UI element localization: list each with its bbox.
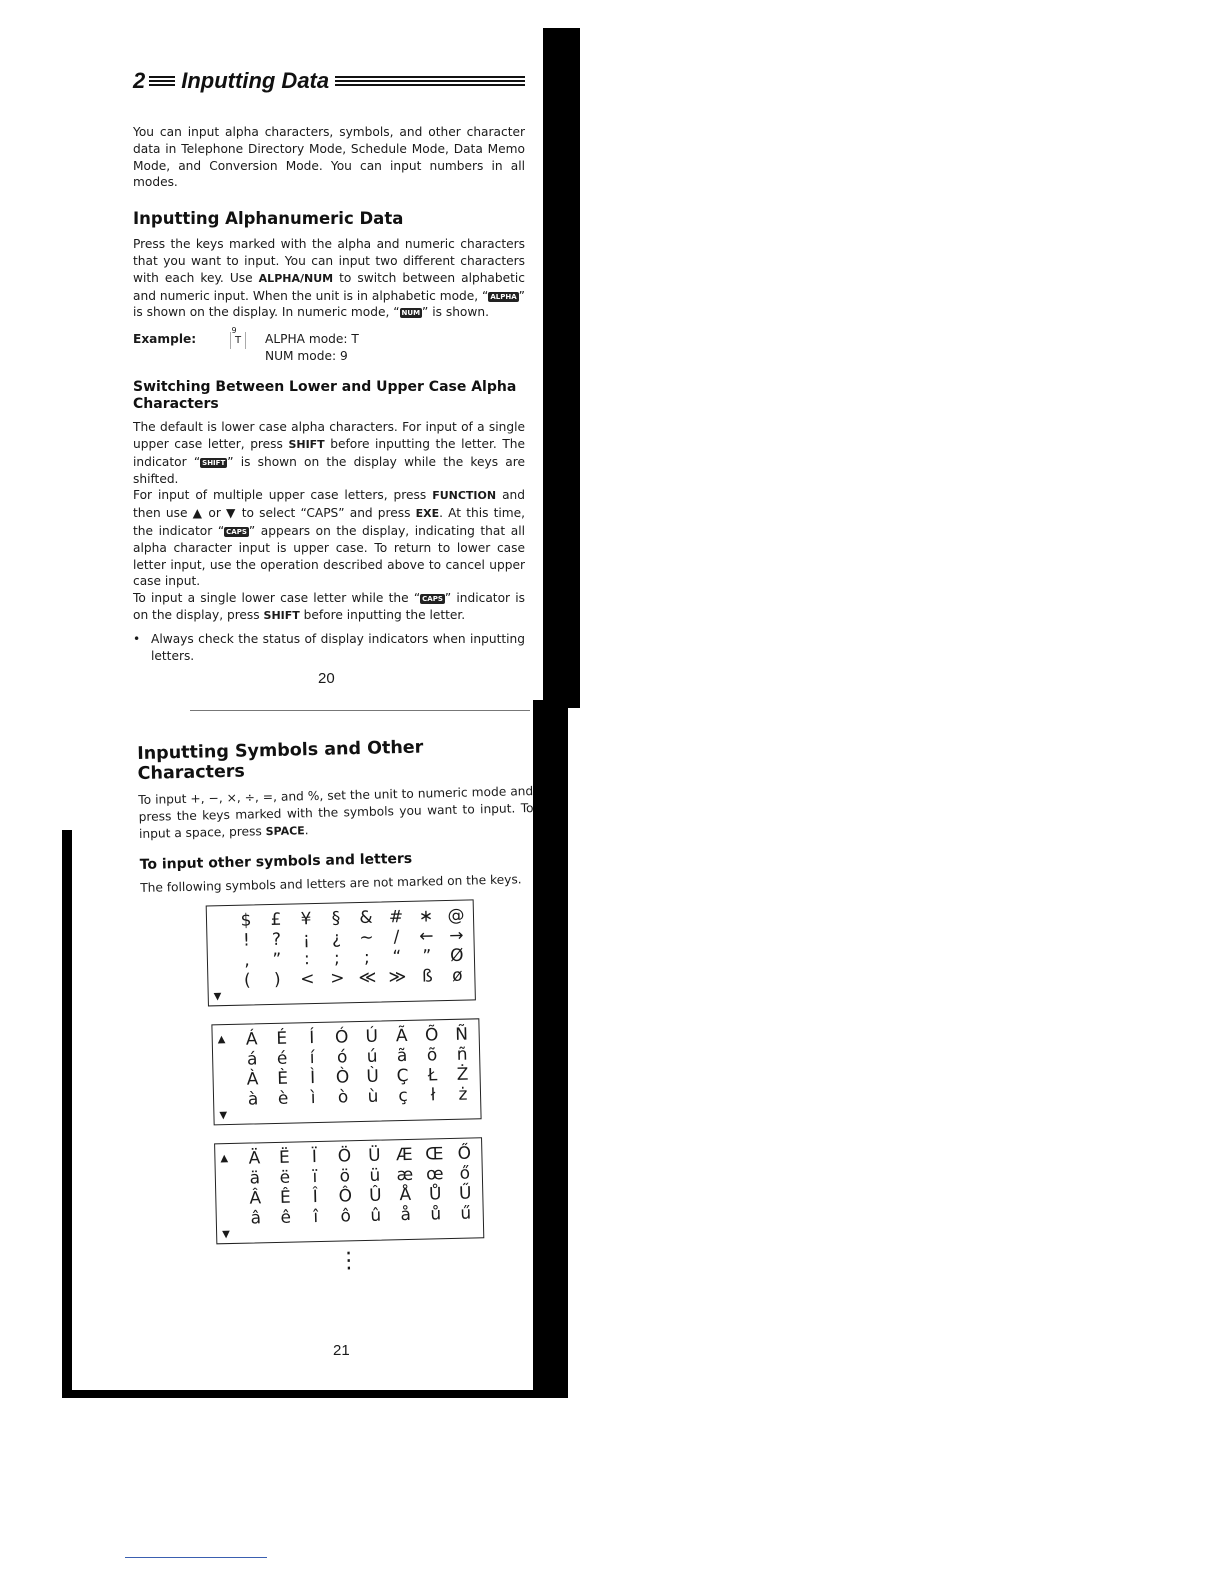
table-cell: ! — [242, 930, 251, 951]
table-cell: í — [309, 1048, 315, 1069]
table-cell: → — [449, 925, 464, 947]
table-cell: Á — [245, 1029, 258, 1050]
table-cell: Ä — [248, 1148, 261, 1169]
table-cell: ã — [396, 1046, 408, 1067]
chapter-number: 2 — [133, 68, 146, 93]
arrow-up-icon: ▲ — [217, 1034, 226, 1046]
table-cell: Œ — [425, 1144, 444, 1165]
symbols-paragraph: To input +, −, ×, ÷, =, and %, set the unit to numeric mode and press the keys marked with the symbols you want to input. To input a space, press SPACE. — [138, 784, 534, 841]
arrow-down-icon: ▼ — [222, 1229, 230, 1241]
symbol-table-3 — [214, 1137, 484, 1244]
table-cell: ï — [312, 1167, 318, 1188]
symbol-table-1 — [206, 900, 476, 1007]
table-cell: û — [370, 1205, 382, 1227]
table-cell: È — [277, 1068, 289, 1090]
note-bullet: • Always check the status of display indicators when inputting letters. — [133, 631, 525, 663]
key-function: FUNCTION — [432, 489, 497, 503]
table-cell: ← — [419, 926, 434, 947]
table-row — [241, 1203, 472, 1229]
subsection-title-other: To input other symbols and letters — [139, 851, 413, 874]
table-cell: ż — [458, 1084, 468, 1105]
table-cell: $ — [240, 910, 252, 931]
table-cell: Ë — [278, 1147, 291, 1169]
table-cell: £ — [270, 909, 282, 931]
table-cell: ¿ — [331, 928, 342, 949]
table-cell: ) — [273, 969, 281, 991]
table-cell: ü — [369, 1165, 381, 1187]
table-cell: á — [246, 1049, 258, 1070]
section-title-alphanumeric: Inputting Alphanumeric Data — [133, 209, 404, 229]
table-cell: / — [393, 927, 400, 948]
arrow-up-icon: ▲ — [220, 1153, 229, 1165]
table-cell: ( — [243, 970, 251, 991]
intro-paragraph: You can input alpha characters, symbols, and other character data in Telephone Directory Mode, Schedule Mode, Data Memo Mode, and Conversion Mode. You can input numbers in all modes. — [133, 125, 525, 190]
table-cell: # — [388, 907, 404, 928]
table-cell: â — [250, 1208, 262, 1229]
table-cell: ñ — [456, 1044, 468, 1066]
table-cell: ; — [333, 948, 341, 969]
alphanumeric-paragraph: Press the keys marked with the alpha and numeric characters that you want to input. You can input two different characters with each key. Use ALPHA/NUM to switch between alphabetic and numeric input. When the unit is in alphabetic mode, “ ALPHA ” is shown on the display. In numeric mode, “ NUM ” is shown. — [133, 237, 525, 320]
chapter-rule-long — [335, 74, 525, 88]
chapter-rule-short — [149, 74, 175, 88]
table-cell: Ê — [279, 1187, 291, 1209]
table-cell: Â — [249, 1188, 262, 1209]
table-cell: ß — [421, 966, 433, 987]
section-title-symbols: Inputting Symbols and Other Characters — [137, 737, 424, 784]
table-cell: : — [303, 949, 311, 970]
continuation-dots-icon: ⋮ — [337, 1248, 361, 1274]
table-cell: Ñ — [455, 1024, 469, 1046]
subsection-title-case: Switching Between Lower and Upper Case Alpha Characters — [133, 379, 517, 413]
table-cell: Ø — [449, 945, 464, 967]
case-paragraph-2: For input of multiple upper case letters, press FUNCTION and then use ▲ or ▼ to select “CAPS” and press EXE. At this time, the indicator “ CAPS ” appears on the display, indicating that all alpha character input is upper case. To return to lower case letter input, use the operation described above to cancel upper case input. — [133, 488, 526, 589]
arrow-down-icon: ▼ — [213, 991, 222, 1003]
table-cell: œ — [425, 1164, 444, 1185]
table-cell: Ö — [337, 1146, 352, 1167]
table-cell: § — [331, 908, 341, 929]
table-cell: Ű — [458, 1183, 472, 1204]
table-cell: Ç — [396, 1066, 409, 1087]
example-label: Example: — [133, 332, 197, 347]
page-20 — [133, 68, 525, 664]
table-cell: î — [313, 1207, 319, 1228]
case-paragraph-3: To input a single lower case letter while the “ CAPS ” indicator is on the display, press SHIFT before inputting the letter. — [133, 591, 525, 622]
table-cell: Ú — [365, 1026, 379, 1048]
table-cell: É — [276, 1028, 288, 1050]
table-cell: ò — [337, 1087, 349, 1108]
caps-indicator-icon: CAPS — [226, 527, 247, 536]
table-cell: ø — [451, 965, 463, 987]
table-cell: Ü — [367, 1145, 381, 1167]
table-cell: Ł — [427, 1065, 438, 1086]
table-cell: ì — [310, 1088, 316, 1109]
table-cell: ú — [366, 1046, 378, 1068]
table-row — [238, 1085, 466, 1110]
case-paragraph-1: The default is lower case alpha characters. For input of a single upper case letter, press SHIFT before inputting the letter. The indicator “ SHIFT ” is shown on the display while the keys are shifted. — [133, 420, 526, 486]
table-cell: ” — [422, 946, 432, 967]
symbol-table-1-rows — [231, 905, 465, 991]
table-cell: ≪ — [358, 967, 377, 989]
table-cell: ù — [367, 1086, 379, 1108]
example-num-mode: NUM mode: 9 — [265, 349, 348, 364]
table-cell: > — [330, 968, 345, 989]
table-cell: ł — [430, 1085, 436, 1106]
table-cell: Û — [368, 1185, 382, 1207]
table-cell: < — [300, 969, 315, 990]
table-cell: Ő — [457, 1143, 472, 1165]
symbol-table-2-rows — [237, 1025, 467, 1110]
table-cell: ¡ — [302, 929, 311, 950]
footer-rule — [125, 1557, 267, 1558]
table-cell: Ż — [456, 1064, 469, 1086]
table-cell: æ — [396, 1165, 414, 1186]
arrow-down-icon: ▼ — [219, 1110, 228, 1122]
table-cell: ∗ — [418, 906, 434, 927]
table-cell: À — [246, 1069, 259, 1090]
table-cell: Î — [312, 1187, 319, 1208]
table-cell: , — [244, 950, 250, 971]
symbol-table-2 — [211, 1018, 481, 1125]
chapter-title: Inputting Data — [181, 68, 330, 93]
key-exe: EXE — [415, 507, 440, 521]
table-cell: Ů — [428, 1184, 442, 1205]
key-alpha-num: ALPHA/NUM — [258, 271, 334, 285]
other-paragraph: The following symbols and letters are not marked on the keys. — [140, 872, 522, 896]
example-key-icon: 9 T — [225, 331, 265, 365]
table-cell: ë — [279, 1167, 291, 1189]
table-cell: ≫ — [388, 967, 407, 988]
table-cell: ” — [272, 949, 282, 971]
alpha-indicator-icon: ALPHA — [490, 292, 517, 301]
table-cell: ű — [460, 1203, 472, 1224]
table-row — [232, 965, 463, 991]
table-cell: Ù — [366, 1066, 380, 1088]
page-number-21: 21 — [333, 1342, 350, 1359]
table-cell: ä — [249, 1168, 261, 1189]
key-space: SPACE — [265, 823, 305, 838]
symbol-table-3-rows — [239, 1143, 472, 1229]
table-cell: Ï — [311, 1147, 318, 1168]
table-cell: Ò — [335, 1067, 350, 1088]
table-cell: à — [247, 1089, 259, 1110]
table-cell: è — [277, 1088, 289, 1110]
shift-indicator-icon: SHIFT — [202, 458, 226, 467]
table-cell: Ã — [395, 1026, 408, 1047]
table-cell: Ó — [334, 1027, 349, 1048]
table-cell: ; — [363, 947, 371, 969]
table-cell: ů — [430, 1204, 442, 1225]
table-cell: ó — [336, 1047, 348, 1068]
table-cell: ő — [459, 1163, 471, 1184]
scan-shadow-left-bottom — [62, 830, 72, 1395]
table-cell: ö — [339, 1166, 351, 1187]
table-cell: ? — [271, 929, 282, 951]
table-cell: Ô — [338, 1186, 353, 1207]
bullet-icon: • — [133, 631, 141, 646]
table-cell: é — [276, 1048, 288, 1070]
table-cell: å — [400, 1205, 412, 1226]
table-cell: & — [359, 907, 373, 929]
table-cell: ô — [340, 1206, 352, 1227]
key-shift: SHIFT — [288, 437, 325, 451]
table-cell: ~ — [359, 927, 374, 949]
key-shift: SHIFT — [263, 608, 300, 622]
table-cell: Ì — [309, 1068, 316, 1089]
caps-indicator-icon: CAPS — [422, 595, 443, 604]
table-cell: ¥ — [300, 909, 312, 930]
table-cell: Í — [308, 1028, 315, 1049]
example-block — [133, 326, 525, 365]
table-cell: Æ — [395, 1145, 413, 1166]
page-21 — [137, 735, 544, 1274]
table-cell: @ — [447, 905, 465, 927]
table-cell: ç — [398, 1086, 408, 1107]
scan-shadow-right-top — [543, 28, 580, 708]
table-cell: Õ — [424, 1025, 439, 1046]
chapter-heading — [133, 68, 525, 94]
num-indicator-icon: NUM — [401, 309, 421, 318]
table-cell: ê — [280, 1207, 292, 1229]
page-number-20: 20 — [318, 670, 335, 687]
table-cell: “ — [392, 947, 402, 968]
scan-shadow-bottom — [62, 1390, 568, 1398]
table-cell: õ — [426, 1045, 438, 1066]
table-cell: Å — [399, 1185, 412, 1206]
example-alpha-mode: ALPHA mode: T — [265, 332, 359, 347]
page-divider — [190, 710, 530, 711]
